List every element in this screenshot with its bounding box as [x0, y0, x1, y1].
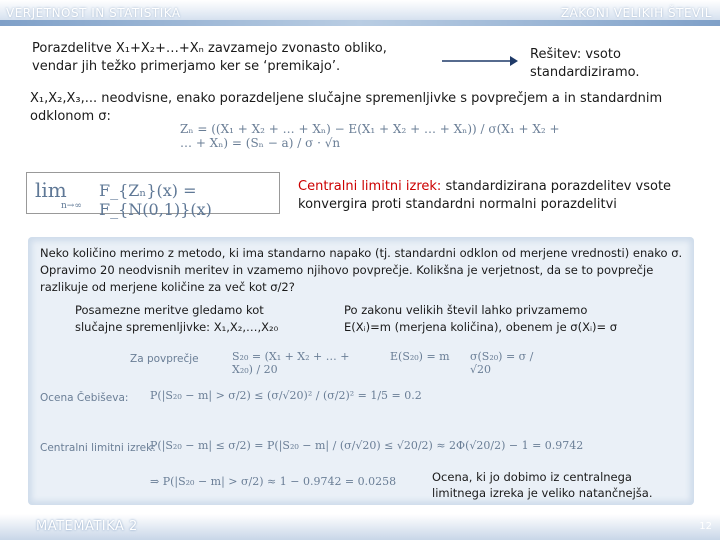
clt-text-1: standardizirana porazdelitev vsote [441, 179, 672, 194]
mean-std-formula: σ(S₂₀) = σ / √20 [470, 350, 534, 376]
conclusion-line-2: limitnega izreka je veliko natančnejša. [432, 486, 653, 500]
clt-statement-line-1 [298, 178, 708, 196]
clt-formula-box [26, 172, 280, 219]
clt-formula-body: F_{Zₙ}(x) = F_{N(0,1)}(x) [99, 181, 212, 219]
row1-label: Za povprečje [130, 353, 199, 365]
mean-formula: S₂₀ = (X₁ + X₂ + … + X₂₀) / 20 [232, 350, 350, 376]
example-right-line-1: Po zakonu velikih števil lahko privzamemo [344, 303, 588, 317]
clt-probability-formula: P(|S₂₀ − m| ≤ σ/2) = P(|S₂₀ − m| / (σ/√20) ≤ √20/2) ≈ 2Φ(√20/2) − 1 = 0.9742 [150, 439, 584, 452]
mean-expectation-formula: E(S₂₀) = m [390, 350, 450, 363]
example-left-line-1: Posamezne meritve gledamo kot [75, 303, 264, 317]
row3-label: Centralni limitni izrek: [40, 442, 156, 454]
clt-label: Centralni limitni izrek: [298, 179, 442, 194]
page-number: 12 [699, 521, 712, 532]
right-arrow-icon [440, 55, 520, 67]
example-para-line-2: Opravimo 20 neodvisnih meritev in vzamemo njihovo povprečje. Kolikšna je verjetnost, da se to povprečje [40, 263, 654, 277]
example-right-line-2: E(Xᵢ)=m (merjena količina), obenem je σ(Xᵢ)= σ [344, 320, 618, 334]
standardization-formula: Zₙ = ((X₁ + X₂ + … + Xₙ) − E(X₁ + X₂ + … + Xₙ)) / σ(X₁ + X₂ + … + Xₙ) = (Sₙ − a) / σ · √n [180, 122, 560, 150]
independence-line-1: X₁,X₂,X₃,... neodvisne, enako porazdeljene slučajne spremenljivke s povprečjem a in standardnim [30, 91, 663, 106]
header-stripe [0, 20, 720, 26]
row2-label: Ocena Čebiševa: [40, 392, 129, 404]
intro-line-2: vendar jih težko primerjamo ker se ‘premikajo’. [32, 59, 341, 74]
example-left-line-2: slučajne spremenljivke: X₁,X₂,…,X₂₀ [75, 320, 279, 334]
solution-line-2: standardiziramo. [530, 65, 640, 80]
header-bar [0, 0, 720, 26]
chebyshev-formula: P(|S₂₀ − m| > σ/2) ≤ (σ/√20)² / (σ/2)² = 1/5 = 0.2 [150, 389, 422, 402]
independence-line-2: odklonom σ: [30, 109, 111, 124]
slide-title: ZAKONI VELIKIH ŠTEVIL [560, 6, 712, 20]
solution-line-1: Rešitev: vsoto [530, 47, 621, 62]
footer-course: MATEMATIKA 2 [36, 519, 138, 534]
clt-result-formula: ⇒ P(|S₂₀ − m| > σ/2) ≈ 1 − 0.9742 = 0.0258 [150, 475, 397, 488]
intro-line-1: Porazdelitve X₁+X₂+…+Xₙ zavzamejo zvonasto obliko, [32, 41, 387, 56]
clt-formula-lim: lim [35, 178, 67, 202]
clt-statement-line-2: konvergira proti standardni normalni porazdelitvi [298, 197, 617, 212]
example-para-line-1: Neko količino merimo z metodo, ki ima standarno napako (tj. standardni odklon od merjene vrednosti) enako σ. [40, 246, 683, 260]
example-para-line-3: razlikuje od merjene količine za več kot σ/2? [40, 280, 295, 294]
clt-formula-limit: n→∞ [61, 201, 82, 211]
course-title: VERJETNOST IN STATISTIKA [6, 6, 181, 20]
conclusion-line-1: Ocena, ki jo dobimo iz centralnega [432, 470, 632, 484]
